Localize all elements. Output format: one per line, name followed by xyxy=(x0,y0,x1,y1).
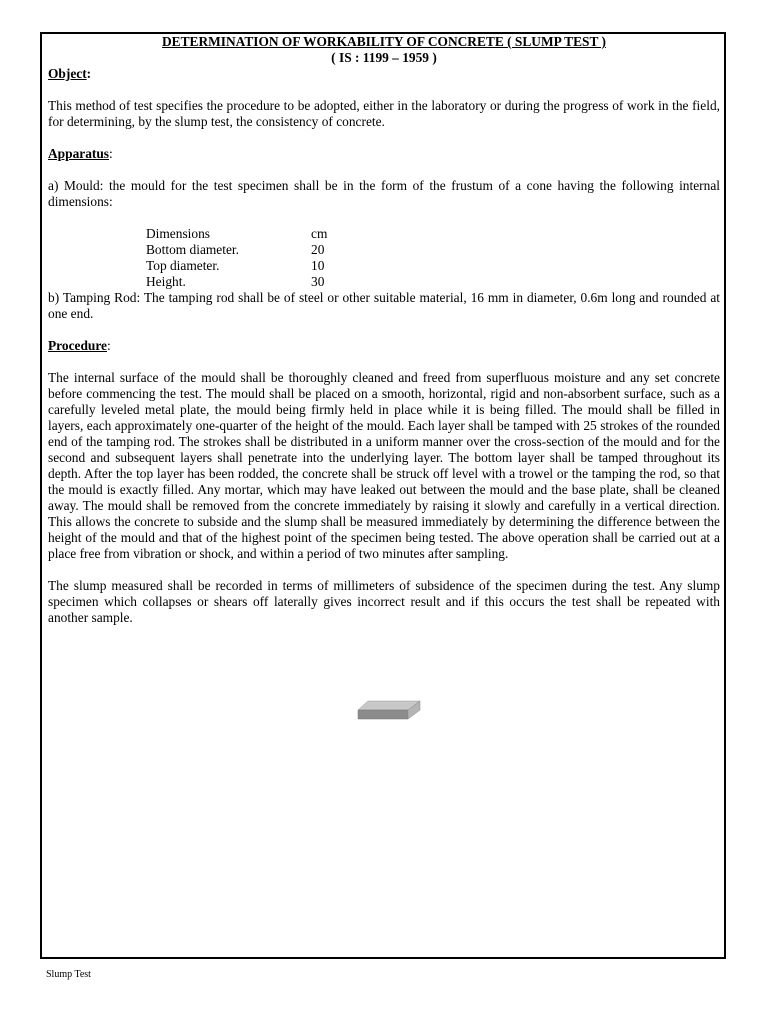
dimensions-header: Dimensions xyxy=(146,226,210,241)
standard-reference: ( IS : 1199 – 1959 ) xyxy=(331,50,437,65)
object-heading: Object xyxy=(48,66,87,81)
tamping-rod-text: b) Tamping Rod: The tamping rod shall be of steel or other suitable material, 16 mm in diameter, 0.6m long and rounded at one end. xyxy=(48,290,720,321)
document-body xyxy=(48,34,754,626)
procedure-heading-line: Procedure: xyxy=(48,338,111,353)
page-title: DETERMINATION OF WORKABILITY OF CONCRETE ( SLUMP TEST ) xyxy=(162,34,606,49)
dimension-value: 10 xyxy=(311,258,325,273)
dimension-name: Bottom diameter. xyxy=(146,242,239,257)
apparatus-heading-line: Apparatus: xyxy=(48,146,113,161)
dimensions-table xyxy=(146,226,327,290)
unit-header: cm xyxy=(311,226,328,241)
table-row xyxy=(146,274,327,290)
procedure-heading: Procedure xyxy=(48,338,108,353)
mould-text: a) Mould: the mould for the test specimen shall be in the form of the frustum of a cone having the following internal dimensions: xyxy=(48,178,720,209)
table-row xyxy=(146,242,327,258)
dimension-value: 20 xyxy=(311,242,325,257)
dimension-value: 30 xyxy=(311,274,325,289)
apparatus-heading: Apparatus xyxy=(48,146,110,161)
table-header-row xyxy=(146,226,327,242)
page-footer: Slump Test xyxy=(46,969,91,980)
object-heading-line: Object: xyxy=(48,66,92,81)
table-row xyxy=(146,258,327,274)
object-text: This method of test specifies the procedure to be adopted, either in the laboratory or during the progress of work in the field, for determining, by the slump test, the consistency of concrete. xyxy=(48,98,720,129)
dimension-name: Top diameter. xyxy=(146,258,220,273)
page-frame xyxy=(40,32,754,959)
procedure-paragraph-1: The internal surface of the mould shall be thoroughly cleaned and freed from superfluous moisture and any set concrete before commencing the test. The mould shall be placed on a smooth, horizontal, rigid and non-absorbent surface, such as a carefully leveled metal plate, the mould being firmly held in place while it is being filled. The mould shall be filled in layers, each approximately one-quarter of the height of the mould. Each layer shall be tamped with 25 strokes of the rounded end of the tamping rod. The strokes shall be distributed in a uniform manner over the cross-section of the mould and for the second and subsequent layers shall penetrate into the underlying layer. The bottom layer shall be tamped throughout its depth. After the top layer has been rodded, the concrete shall be struck off level with a trowel or the tamping the rod, so that the mould is exactly filled. Any mortar, which may have leaked out between the mould and the base plate, shall be cleaned away. The mould shall be removed from the concrete immediately by raising it slowly and carefully in a vertical direction. This allows the concrete to subside and the slump shall be measured immediately by determining the difference between the height of the mould and that of the highest point of the specimen being tested. The above operation shall be carried out at a place free from vibration or shock, and within a period of two minutes after sampling. xyxy=(48,370,754,561)
dimension-name: Height. xyxy=(146,274,186,289)
base-plate-illustration xyxy=(356,700,422,724)
procedure-paragraph-2: The slump measured shall be recorded in terms of millimeters of subsidence of the specimen during the test. Any slump specimen which collapses or shears off laterally gives incorrect result and if this occurs the test shall be repeated with another sample. xyxy=(48,578,720,625)
